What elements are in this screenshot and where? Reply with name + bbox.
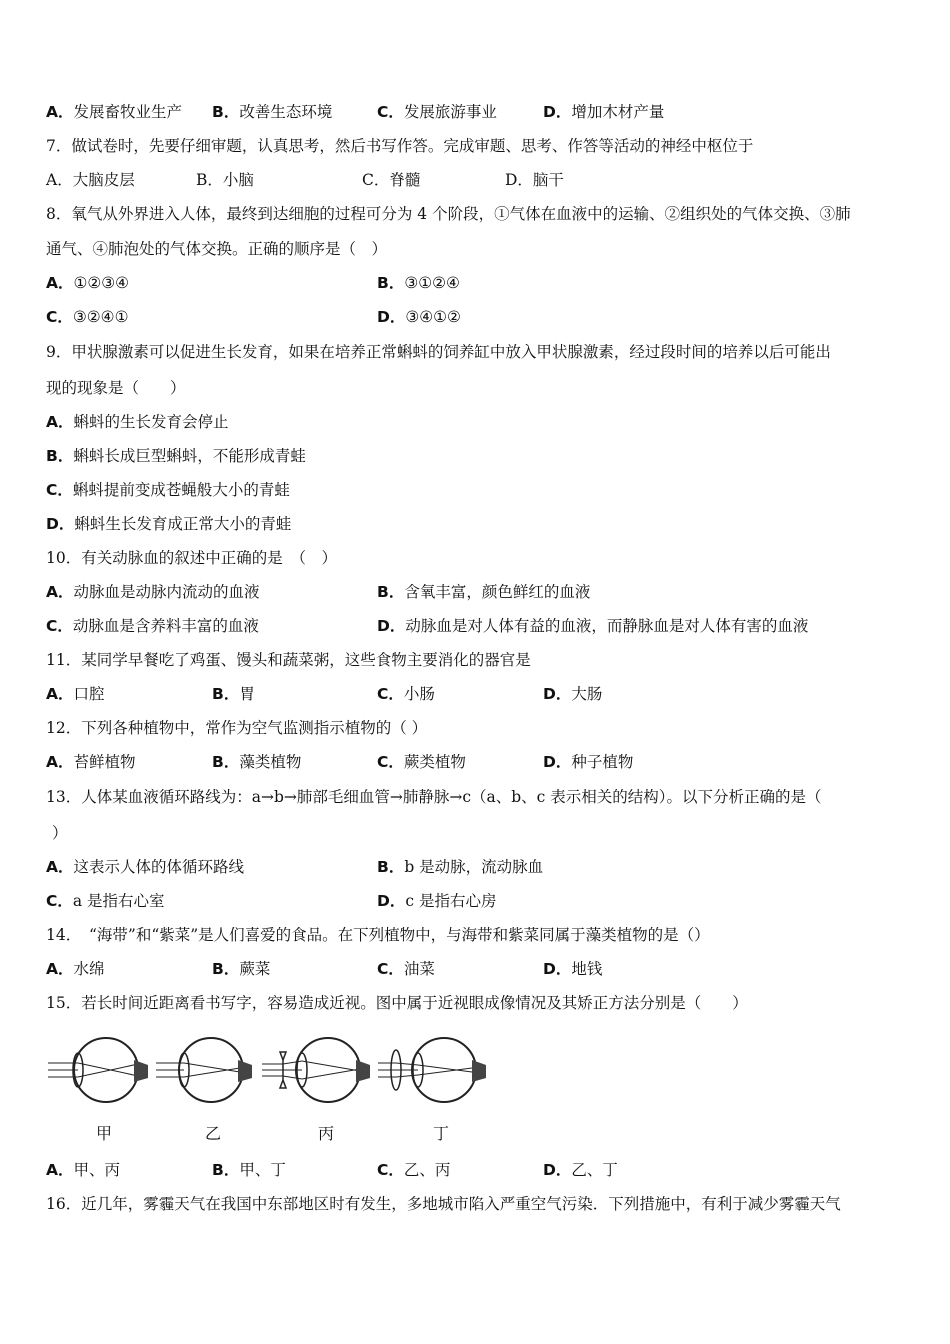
q10-option-c: C．动脉血是含养料丰富的血液: [46, 617, 259, 635]
q8-stem-line1: 8．氧气从外界进入人体，最终到达细胞的过程可分为 4 个阶段，①气体在血液中的运输、②组织处的气体交换、③肺: [46, 205, 851, 223]
q14-option-d: D．地钱: [543, 960, 603, 978]
q12-option-a: A．苔鲜植物: [46, 753, 136, 771]
q14-option-c: C．油菜: [377, 960, 435, 978]
q13-stem-line2: ）: [52, 824, 68, 842]
q9-option-c: C．蝌蚪提前变成苍蝇般大小的青蛙: [46, 481, 290, 499]
q8-option-b: B．③①②④: [377, 274, 460, 292]
q8-stem-line2: 通气、④肺泡处的气体交换。正确的顺序是（ ）: [46, 240, 388, 258]
q13-option-a: A．这表示人体的体循环路线: [46, 858, 245, 876]
q9-stem-line2: 现的现象是（ ）: [46, 379, 186, 397]
eye-label-jia: 甲: [96, 1124, 113, 1143]
q10-option-b: B．含氧丰富，颜色鲜红的血液: [377, 583, 591, 601]
q11-stem: 11．某同学早餐吃了鸡蛋、馒头和蔬菜粥，这些食物主要消化的器官是: [46, 651, 531, 669]
q9-option-a: A．蝌蚪的生长发育会停止: [46, 413, 229, 431]
q12-option-c: C．蕨类植物: [377, 753, 466, 771]
q11-option-c: C．小肠: [377, 685, 435, 703]
q13-stem-line1: 13．人体某血液循环路线为：a→b→肺部毛细血管→肺静脉→c（a、b、c 表示相关的结构）。以下分析正确的是（: [46, 788, 822, 806]
q12-option-d: D．种子植物: [543, 753, 634, 771]
q11-option-a: A．口腔: [46, 685, 105, 703]
q13-option-b: B．b 是动脉，流动脉血: [377, 858, 544, 876]
q14-option-b: B．蕨菜: [212, 960, 271, 978]
eye-label-yi: 乙: [205, 1124, 222, 1143]
q8-option-a: A．①②③④: [46, 274, 130, 292]
q11-option-b: B．胃: [212, 685, 255, 703]
q11-option-d: D．大肠: [543, 685, 603, 703]
eye-diagram-ding: [378, 1030, 488, 1110]
q9-option-b: B．蝌蚪长成巨型蝌蚪，不能形成青蛙: [46, 447, 306, 465]
q15-option-b: B．甲、丁: [212, 1161, 286, 1179]
q8-option-d: D．③④①②: [377, 308, 461, 326]
eye-label-bing: 丙: [318, 1124, 335, 1143]
q16-stem: 16．近几年，雾霾天气在我国中东部地区时有发生，多地城市陷入严重空气污染．下列措施中，有利于减少雾霾天气: [46, 1195, 841, 1213]
q12-option-b: B．藻类植物: [212, 753, 302, 771]
q15-option-c: C．乙、丙: [377, 1161, 451, 1179]
eye-label-ding: 丁: [433, 1124, 450, 1143]
q6-option-c: C．发展旅游事业: [377, 103, 497, 121]
q10-option-d: D．动脉血是对人体有益的血液，而静脉血是对人体有害的血液: [377, 617, 809, 635]
q14-option-a: A．水绵: [46, 960, 105, 978]
q9-stem-line1: 9．甲状腺激素可以促进生长发育，如果在培养正常蝌蚪的饲养缸中放入甲状腺激素，经过段时间的培养以后可能出: [46, 343, 831, 361]
q10-option-a: A．动脉血是动脉内流动的血液: [46, 583, 260, 601]
q8-option-c: C．③②④①: [46, 308, 129, 326]
eye-diagram-yi: [156, 1030, 256, 1110]
q15-option-a: A．甲、丙: [46, 1161, 121, 1179]
q15-option-d: D．乙、丁: [543, 1161, 618, 1179]
q6-option-a: A．发展畜牧业生产: [46, 103, 183, 121]
eye-diagram-bing: [262, 1030, 372, 1110]
q7-option-c: C．脊髓: [362, 171, 421, 189]
q7-stem: 7．做试卷时，先要仔细审题，认真思考，然后书写作答。完成审题、思考、作答等活动的神经中枢位于: [46, 137, 754, 155]
q13-option-c: C．a 是指右心室: [46, 892, 165, 910]
q6-option-d: D．增加木材产量: [543, 103, 665, 121]
eye-diagram-jia: [48, 1030, 148, 1110]
q14-stem: 14． “海带”和“紫菜”是人们喜爱的食品。在下列植物中，与海带和紫菜同属于藻类植物的是（）: [46, 926, 710, 944]
q10-stem: 10．有关动脉血的叙述中正确的是 （ ）: [46, 549, 337, 567]
q12-stem: 12．下列各种植物中，常作为空气监测指示植物的（ ）: [46, 719, 428, 737]
q7-option-d: D．脑干: [505, 171, 564, 189]
q7-option-b: B．小脑: [196, 171, 254, 189]
q7-option-a: A．大脑皮层: [46, 171, 135, 189]
q13-option-d: D．c 是指右心房: [377, 892, 497, 910]
q6-option-b: B．改善生态环境: [212, 103, 333, 121]
q15-stem: 15．若长时间近距离看书写字，容易造成近视。图中属于近视眼成像情况及其矫正方法分别是（ ）: [46, 994, 748, 1012]
q9-option-d: D．蝌蚪生长发育成正常大小的青蛙: [46, 515, 292, 533]
